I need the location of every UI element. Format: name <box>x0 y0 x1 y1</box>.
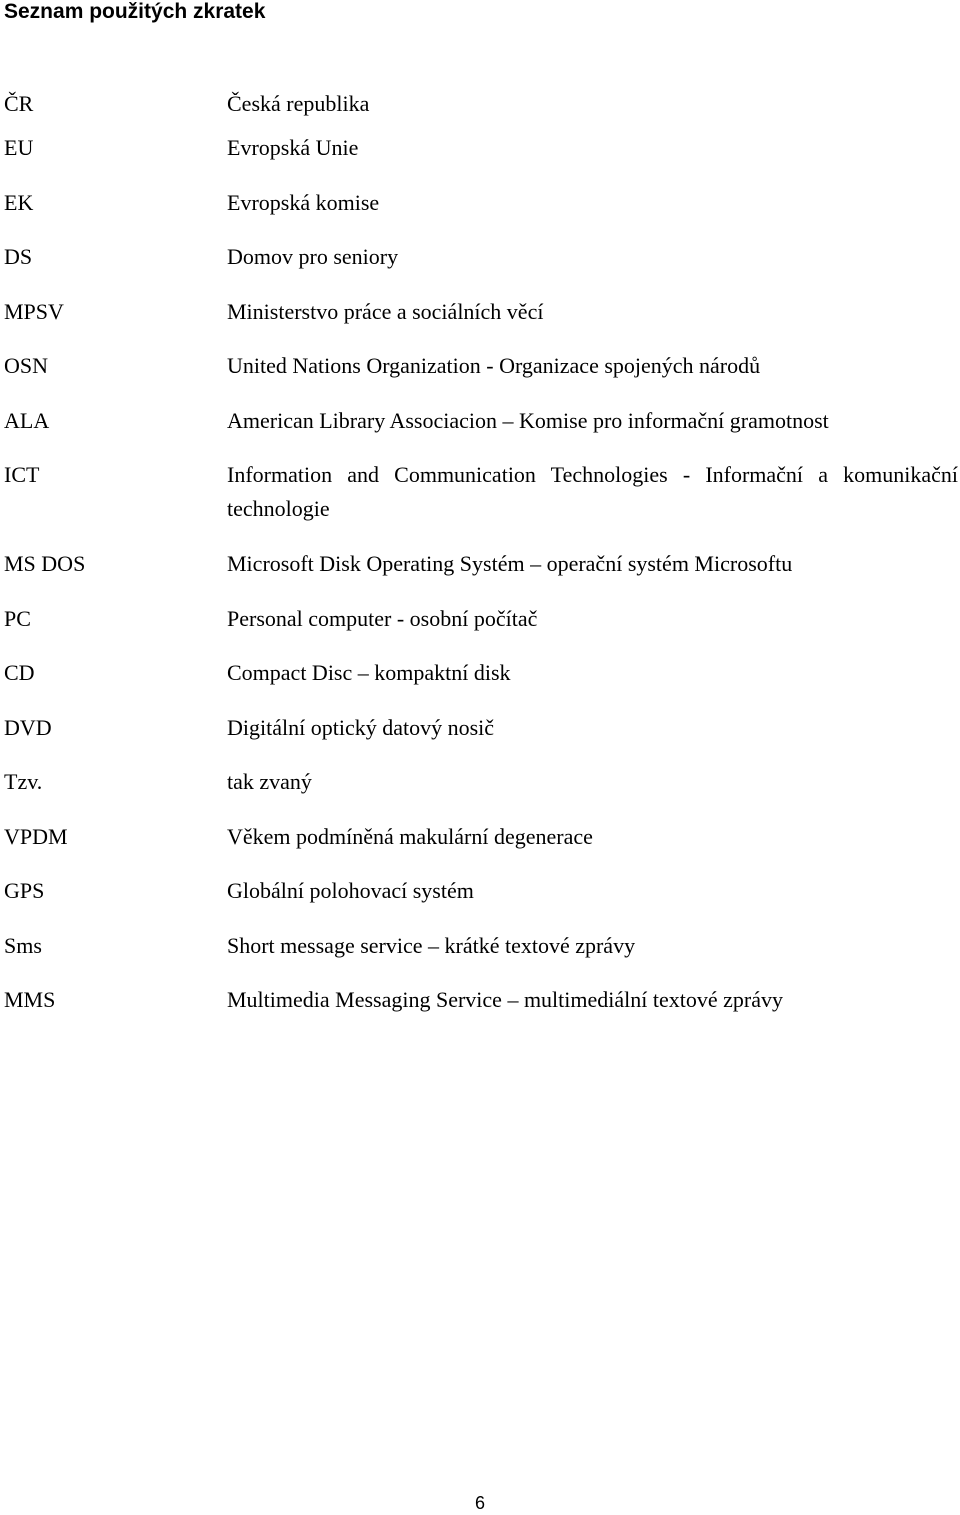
abbreviation: MMS <box>4 987 56 1012</box>
abbreviation: EK <box>4 190 34 215</box>
page-title: Seznam použitých zkratek <box>4 0 266 23</box>
abbreviation: CD <box>4 660 35 685</box>
abbreviation: DS <box>4 244 33 269</box>
abbreviation: MS DOS <box>4 551 86 576</box>
abbreviation-meaning: Evropská Unie <box>227 135 359 160</box>
abbreviation-meaning: tak zvaný <box>227 769 312 794</box>
abbreviation-meaning: Short message service – krátké textové zprávy <box>227 933 636 958</box>
abbreviation: EU <box>4 135 34 160</box>
abbreviation: ALA <box>4 408 50 433</box>
abbreviation: OSN <box>4 353 49 378</box>
abbreviation-meaning: Věkem podmíněná makulární degenerace <box>227 824 593 849</box>
page-number: 6 <box>474 1493 485 1513</box>
abbreviation-meaning: Ministerstvo práce a sociálních věcí <box>227 299 544 324</box>
abbreviation-meaning: Digitální optický datový nosič <box>227 715 495 740</box>
abbreviation: Tzv. <box>4 769 43 794</box>
abbreviation-meaning: Globální polohovací systém <box>227 878 474 903</box>
abbreviation-meaning: Domov pro seniory <box>227 244 399 269</box>
abbreviation: PC <box>4 606 31 631</box>
abbreviation: ČR <box>4 91 34 116</box>
abbreviation: GPS <box>4 878 45 903</box>
abbreviation-meaning: Compact Disc – kompaktní disk <box>227 660 511 685</box>
abbreviation: DVD <box>4 715 52 740</box>
abbreviation-meaning: Information and Communication Technologies - Informační a komunikační technologie <box>227 462 958 521</box>
abbreviation: MPSV <box>4 299 64 324</box>
abbreviation-meaning: Personal computer - osobní počítač <box>227 606 538 631</box>
abbreviation: VPDM <box>4 824 68 849</box>
abbreviation: ICT <box>4 462 40 487</box>
abbreviation-meaning: Evropská komise <box>227 190 380 215</box>
abbreviation-meaning: Microsoft Disk Operating Systém – operační systém Microsoftu <box>227 551 793 576</box>
abbreviation-meaning: United Nations Organization - Organizace spojených národů <box>227 353 761 378</box>
abbreviation-meaning: Multimedia Messaging Service – multimediální textové zprávy <box>227 987 783 1012</box>
abbreviation: Sms <box>4 933 42 958</box>
abbreviation-meaning: American Library Associacion – Komise pro informační gramotnost <box>227 408 829 433</box>
abbreviation-meaning: Česká republika <box>227 91 370 116</box>
